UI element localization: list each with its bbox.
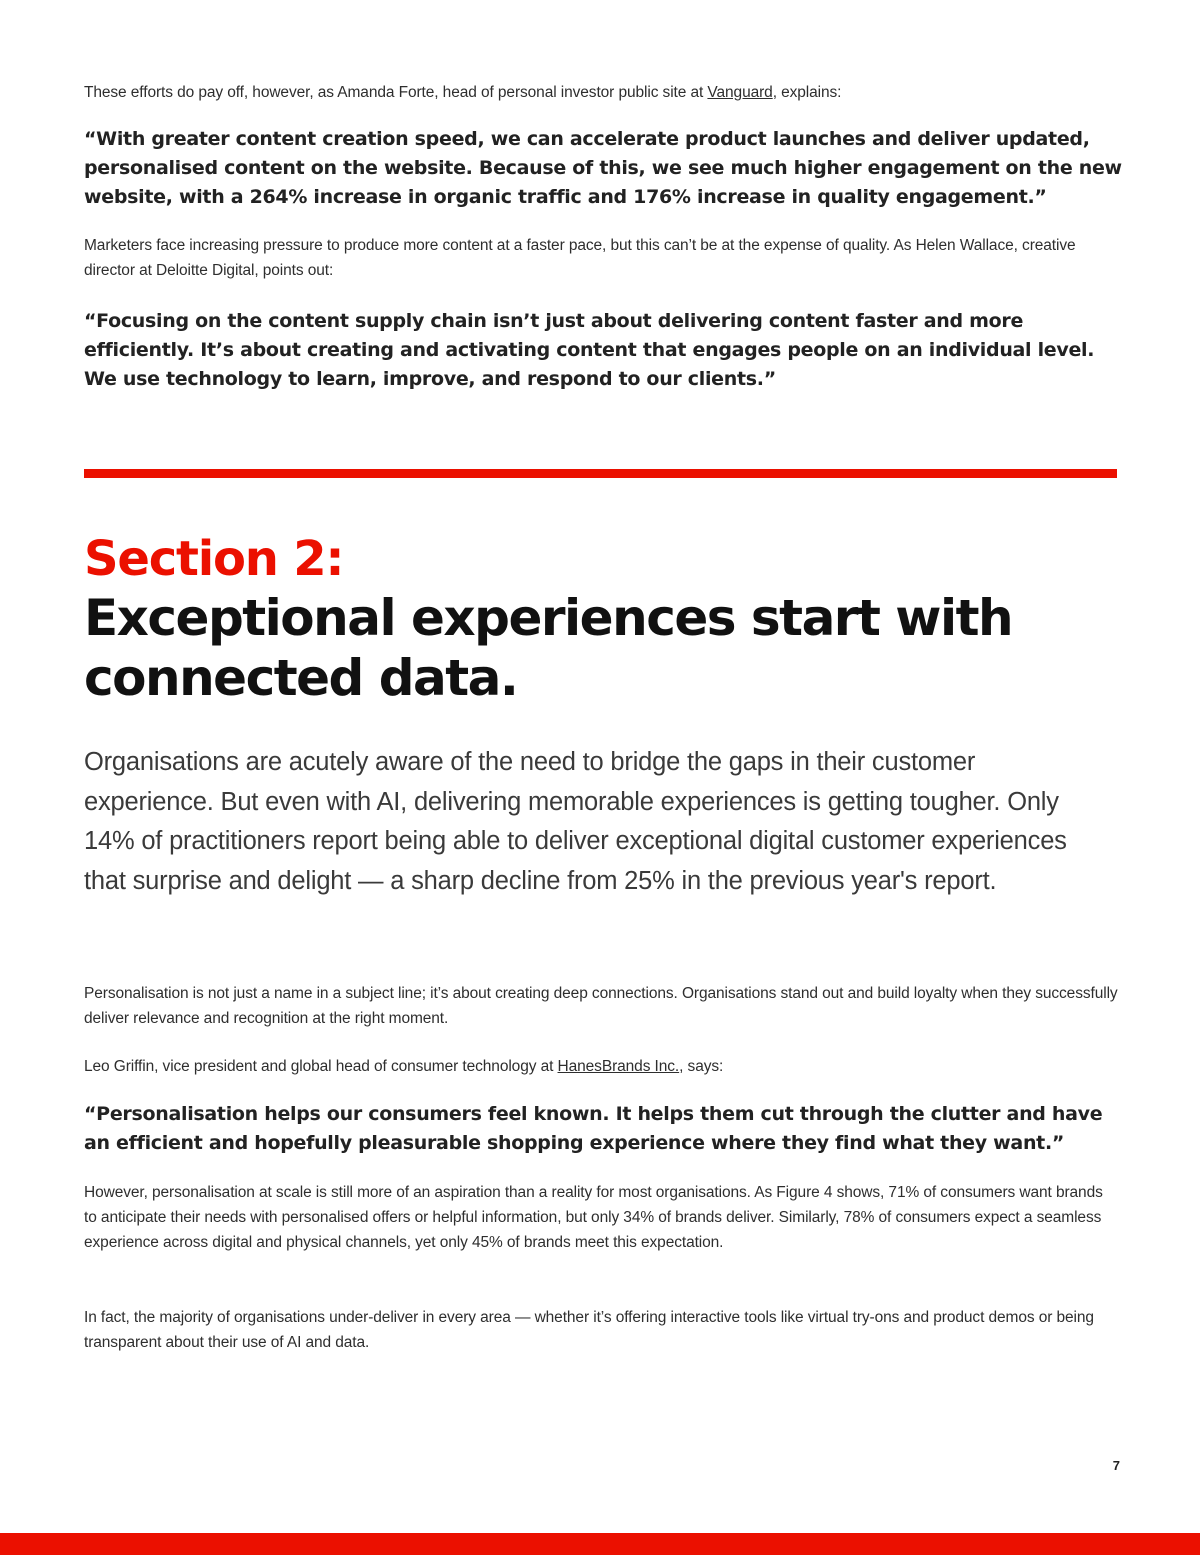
section-title: Exceptional experiences start with connected data. (84, 589, 1013, 707)
however-paragraph: However, personalisation at scale is still more of an aspiration than a reality for most organisations. As Figure 4 shows, 71% of consumers want brands to anticipate their needs with personalised offers or helpful information, but only 34% of brands deliver. Similarly, 78% of consumers expect a seamless experience across digital and physical channels, yet only 45% of brands meet this expectation. (84, 1184, 1103, 1251)
intro-text-after: , explains: (772, 84, 842, 101)
quote-griffin: “Personalisation helps our consumers feel known. It helps them cut through the clutter and have an efficient and hopefully pleasurable shopping experience where they find what they want.” (84, 1103, 1103, 1154)
infact-paragraph: In fact, the majority of organisations under-deliver in every area — whether it’s offering interactive tools like virtual try-ons and product demos or being transparent about their use of AI and data. (84, 1309, 1094, 1351)
marketers-paragraph: Marketers face increasing pressure to produce more content at a faster pace, but this can’t be at the expense of quality. As Helen Wallace, creative director at Deloitte Digital, points out: (84, 237, 1076, 279)
griffin-paragraph (84, 1054, 1118, 1079)
quote-forte: “With greater content creation speed, we can accelerate product launches and deliver updated, personalised content on the website. Because of this, we see much higher engagement on the new website, with a 264% increase in organic traffic and 176% increase in quality engagement.” (84, 128, 1122, 208)
griffin-text-before: Leo Griffin, vice president and global head of consumer technology at (84, 1058, 558, 1075)
page-number: 7 (1112, 1458, 1120, 1473)
griffin-text-after: , says: (679, 1058, 724, 1075)
section-lead-paragraph: Organisations are acutely aware of the need to bridge the gaps in their customer experience. But even with AI, delivering memorable experiences is getting tougher. Only 14% of practitioners report being able to deliver exceptional digital customer experiences that surprise and delight — a sharp decline from 25% in the previous year's report. (84, 748, 1067, 895)
intro-text-before: These efforts do pay off, however, as Amanda Forte, head of personal investor public site at (84, 84, 708, 101)
section-label: Section 2: (84, 531, 344, 587)
intro-paragraph (84, 80, 1118, 105)
personalisation-paragraph: Personalisation is not just a name in a subject line; it’s about creating deep connections. Organisations stand out and build loyalty when they successfully deliver relevance and recognition at the right moment. (84, 985, 1118, 1027)
section-divider (84, 469, 1117, 478)
footer-bar (0, 1533, 1200, 1555)
quote-wallace: “Focusing on the content supply chain isn’t just about delivering content faster and more efficiently. It’s about creating and activating content that engages people on an individual level. We use technology to learn, improve, and respond to our clients.” (84, 310, 1095, 390)
hanesbrands-link[interactable]: HanesBrands Inc. (557, 1058, 680, 1075)
vanguard-link[interactable]: Vanguard (707, 84, 773, 101)
